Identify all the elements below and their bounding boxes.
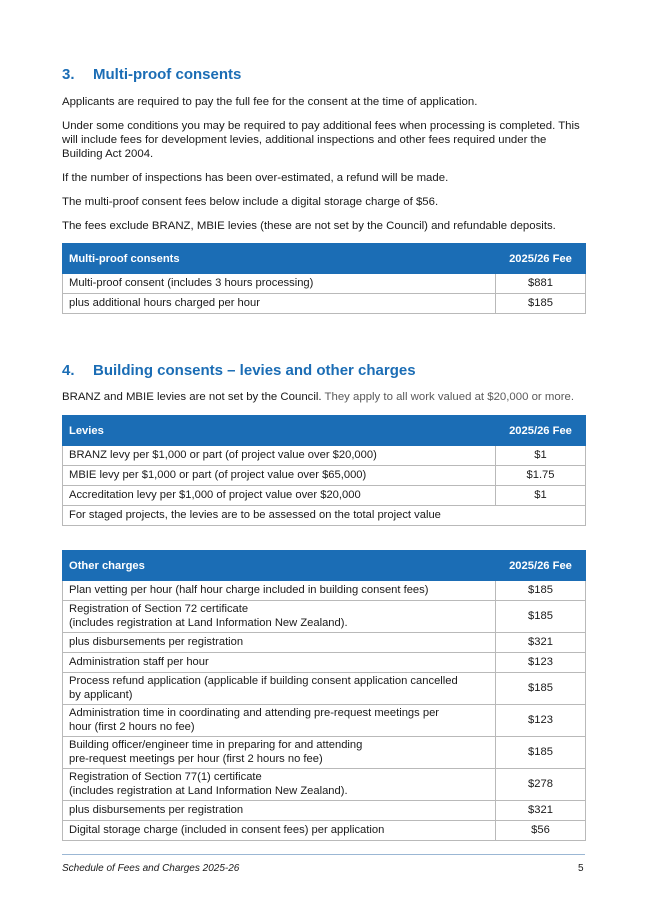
fee-amount: $1.75 [496,466,586,486]
table-row [63,486,586,506]
fee-amount: $321 [496,801,586,821]
fee-amount: $185 [496,581,586,601]
fee-description: plus additional hours charged per hour [63,294,496,314]
table-row [63,294,586,314]
fee-amount: $278 [496,769,586,801]
table-row [63,653,586,673]
fee-description: Digital storage charge (included in consent fees) per application [63,821,496,841]
table-row [63,581,586,601]
fee-amount: $881 [496,274,586,294]
fee-description [63,601,496,633]
section-3-heading [62,66,241,83]
section-title: Building consents – levies and other charges [93,362,416,379]
paragraph [62,390,590,404]
fee-amount: $56 [496,821,586,841]
fee-description: MBIE levy per $1,000 or part (of project value over $65,000) [63,466,496,486]
fee-amount: $123 [496,705,586,737]
fee-description: plus disbursements per registration [63,801,496,821]
page-number: 5 [578,863,584,874]
footer-document-title: Schedule of Fees and Charges 2025-26 [62,863,240,874]
fee-description-line: Process refund application (applicable if building consent application cancelled [69,675,458,687]
levies-intro-text-continued: They apply to all work valued at $20,000 or more. [321,391,575,403]
column-header-description: Other charges [63,551,496,581]
table-header-row [63,244,586,274]
fee-description: Plan vetting per hour (half hour charge included in building consent fees) [63,581,496,601]
fee-description-line: (includes registration at Land Information New Zealand). [69,784,348,797]
section-number: 4. [62,362,75,379]
paragraph: Applicants are required to pay the full fee for the consent at the time of application. [62,96,478,108]
levies-intro-text: BRANZ and MBIE levies are not set by the Council. [62,391,322,403]
table-row [63,737,586,769]
table-row [63,821,586,841]
fee-description: Accreditation levy per $1,000 of project value over $20,000 [63,486,496,506]
table-row [63,673,586,705]
column-header-fee: 2025/26 Fee [496,416,586,446]
fee-description: plus disbursements per registration [63,633,496,653]
fee-amount: $321 [496,633,586,653]
fee-description-line: (includes registration at Land Information New Zealand). [69,616,348,629]
fee-description-line: by applicant) [69,688,133,701]
fee-description: Administration staff per hour [63,653,496,673]
table-row [63,801,586,821]
paragraph: The multi-proof consent fees below include a digital storage charge of $56. [62,196,439,208]
table-row [63,446,586,466]
fee-amount: $185 [496,673,586,705]
fee-description: Multi-proof consent (includes 3 hours processing) [63,274,496,294]
section-4-heading [62,362,416,379]
fee-amount: $185 [496,601,586,633]
fee-description-line: Administration time in coordinating and attending pre-request meetings per [69,707,440,719]
table-header-row [63,551,586,581]
table-header-row [63,416,586,446]
paragraph: If the number of inspections has been over-estimated, a refund will be made. [62,172,449,184]
table-row [63,601,586,633]
fee-amount: $1 [496,446,586,466]
fee-description-line: hour (first 2 hours no fee) [69,720,195,733]
section-number: 3. [62,66,75,83]
fee-description [63,705,496,737]
fee-description-line: Registration of Section 72 certificate [69,603,249,615]
table-row [63,705,586,737]
fee-description-line: pre-request meetings per hour (first 2 hours no fee) [69,752,323,765]
column-header-fee: 2025/26 Fee [496,244,586,274]
table-row [63,506,586,526]
fee-description-line: Building officer/engineer time in preparing for and attending [69,739,363,751]
table-row [63,274,586,294]
fee-description [63,673,496,705]
levies-note: For staged projects, the levies are to be assessed on the total project value [63,506,586,526]
fee-amount: $185 [496,294,586,314]
column-header-fee: 2025/26 Fee [496,551,586,581]
multi-proof-fees-table [62,243,586,314]
fee-description [63,737,496,769]
section-title: Multi-proof consents [93,66,242,83]
footer-divider [62,854,585,855]
fee-description [63,769,496,801]
column-header-description: Levies [63,416,496,446]
paragraph: Under some conditions you may be required to pay additional fees when processing is completed. This will include fees for development levies, additional inspections and other fees required under the Building Act 2004. [62,120,580,160]
fee-amount: $123 [496,653,586,673]
fee-description: BRANZ levy per $1,000 or part (of project value over $20,000) [63,446,496,466]
fee-description-line: Registration of Section 77(1) certificate [69,771,262,783]
table-row [63,466,586,486]
paragraph: The fees exclude BRANZ, MBIE levies (these are not set by the Council) and refundable deposits. [62,220,556,232]
fee-amount: $185 [496,737,586,769]
levies-table [62,415,586,526]
other-charges-table [62,550,586,841]
table-row [63,633,586,653]
fee-amount: $1 [496,486,586,506]
column-header-description: Multi-proof consents [63,244,496,274]
table-row [63,769,586,801]
